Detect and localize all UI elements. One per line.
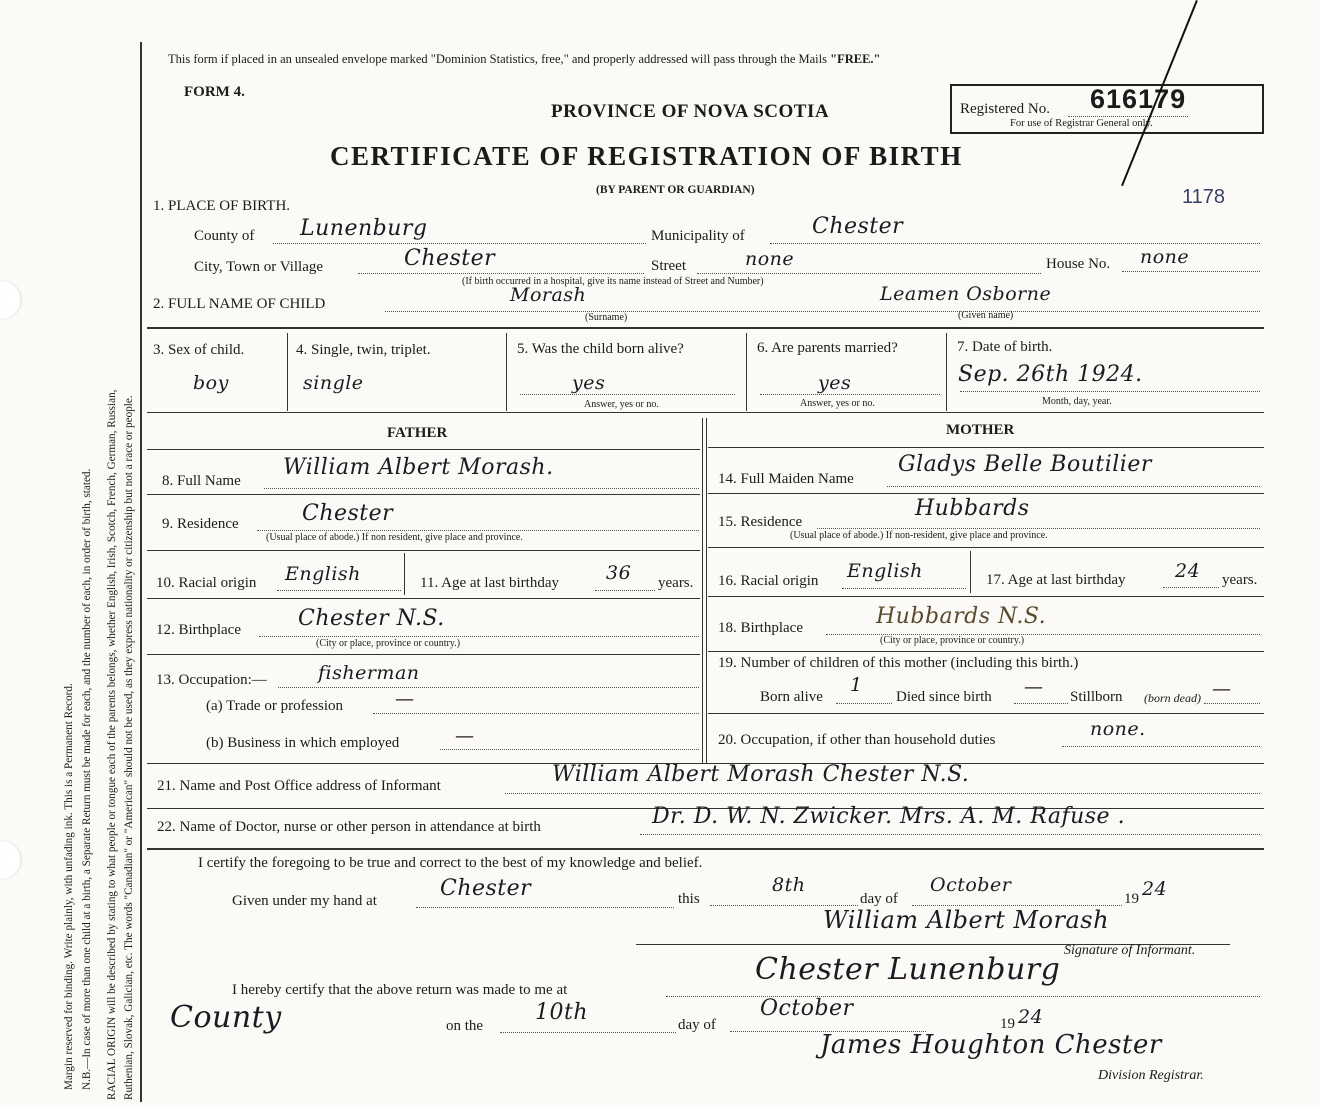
father-trade-value: — [395, 688, 415, 710]
doctor-value: Dr. D. W. N. Zwicker. Mrs. A. M. Rafuse . [652, 804, 1126, 829]
mother-heading: MOTHER [946, 422, 1015, 438]
given-year-prefix: 19 [1124, 891, 1139, 907]
father-race-label: 10. Racial origin [156, 575, 257, 591]
mother-occupation-value: none. [1090, 718, 1146, 740]
row-rule-top [147, 327, 1264, 329]
corner-number: 1178 [1182, 186, 1226, 208]
given-place-value: Chester [440, 876, 532, 901]
mother-occupation-label: 20. Occupation, if other than household duties [718, 732, 996, 748]
mother-residence-caption: (Usual place of abode.) If non-resident, give place and province. [790, 530, 1048, 541]
certification-statement: I certify the foregoing to be true and correct to the best of my knowledge and belief. [198, 855, 703, 871]
registrar-year-prefix: 19 [1000, 1016, 1015, 1032]
informant-signature-caption: Signature of Informant. [1064, 943, 1196, 958]
city-label: City, Town or Village [194, 259, 324, 275]
given-name-caption: (Given name) [958, 310, 1014, 321]
born-alive-count: 1 [850, 674, 863, 696]
house-number-label: House No. [1046, 256, 1111, 272]
given-day-of-label: day of [860, 891, 898, 907]
registrar-on-the-label: on the [446, 1018, 484, 1034]
certificate-title: CERTIFICATE OF REGISTRATION OF BIRTH [330, 141, 963, 171]
registered-label: Registered No. [960, 101, 1050, 117]
mother-race-label: 16. Racial origin [718, 573, 819, 589]
father-race-value: English [285, 563, 361, 585]
certificate-subtitle: (BY PARENT OR GUARDIAN) [596, 184, 755, 196]
date-of-birth-label: 7. Date of birth. [957, 339, 1053, 355]
margin-note-racial-origin: RACIAL ORIGIN will be described by stating to what people or tongue each of the parents belongs, whether English, Irish, Scotch, French, German, Russian, [106, 389, 118, 1100]
registered-number: 616179 [1090, 84, 1187, 114]
informant-signature: William Albert Morash [823, 906, 1110, 934]
father-residence-label: 9. Residence [162, 516, 239, 532]
child-given-name-value: Leamen Osborne [880, 283, 1052, 305]
stillborn-note: (born dead) [1144, 691, 1201, 705]
died-since-birth-count: — [1024, 676, 1044, 698]
form-number: FORM 4. [184, 84, 245, 100]
mother-birthplace-caption: (City or place, province or country.) [880, 635, 1025, 646]
margin-note-nationality: Ruthenian, Slovak, Galician, etc. The words "Canadian" or "American" should not be used, as they express nationality or citizenship but not a race or people. [123, 395, 135, 1100]
father-occupation-label: 13. Occupation:— [156, 672, 267, 688]
father-birthplace-caption: (City or place, province or country.) [316, 638, 461, 649]
registrar-year-value: 24 [1018, 1006, 1044, 1028]
sex-label: 3. Sex of child. [153, 342, 245, 358]
mother-residence-value: Hubbards [915, 496, 1030, 521]
date-of-birth-caption: Month, day, year. [1042, 396, 1112, 407]
born-alive-caption: Answer, yes or no. [584, 399, 659, 410]
plurality-value: single [303, 372, 364, 394]
stillborn-count: — [1212, 678, 1232, 700]
date-of-birth-value: Sep. 26th 1924. [958, 362, 1143, 387]
house-number-value: none [1140, 246, 1190, 268]
county-label: County of [194, 228, 255, 244]
born-alive-answer: yes [572, 372, 606, 394]
mother-age-value: 24 [1175, 560, 1201, 582]
registrar-statement: I hereby certify that the above return was made to me at [232, 982, 568, 998]
mother-name-label: 14. Full Maiden Name [718, 471, 854, 487]
father-name-value: William Albert Morash. [283, 455, 554, 480]
registrar-signature: James Houghton Chester [820, 1030, 1162, 1060]
street-label: Street [651, 258, 686, 274]
father-birthplace-value: Chester N.S. [298, 606, 445, 631]
father-business-value: — [455, 725, 475, 747]
free-label: "FREE." [830, 52, 881, 66]
mother-name-value: Gladys Belle Boutilier [898, 452, 1152, 477]
father-name-label: 8. Full Name [162, 473, 241, 489]
this-label: this [678, 891, 700, 907]
informant-value: William Albert Morash Chester N.S. [552, 762, 970, 787]
mother-age-label: 17. Age at last birthday [986, 572, 1126, 588]
registrar-county-value: County [170, 1000, 282, 1035]
surname-caption: (Surname) [585, 312, 628, 323]
parents-married-answer: yes [818, 372, 852, 394]
given-month-value: October [930, 874, 1012, 896]
given-under-hand-label: Given under my hand at [232, 893, 377, 909]
binding-hole-top [0, 280, 22, 320]
registrar-day-value: 10th [535, 1000, 589, 1025]
child-name-label: 2. FULL NAME OF CHILD [153, 296, 326, 312]
plurality-label: 4. Single, twin, triplet. [296, 342, 431, 358]
given-day-value: 8th [772, 874, 806, 896]
child-surname-value: Morash [510, 284, 587, 306]
informant-label: 21. Name and Post Office address of Informant [157, 778, 441, 794]
margin-note-binding: Margin reserved for binding. Write plainly, with unfading ink. This is a Permanent Record. [63, 683, 75, 1090]
binding-hole-bottom [0, 840, 22, 880]
mail-notice: This form if placed in an unsealed envelope marked "Dominion Statistics, free," and properly addressed will pass through the Mails "FREE." [168, 52, 881, 66]
born-alive-label: Born alive [760, 689, 823, 705]
place-of-birth-heading: 1. PLACE OF BIRTH. [153, 198, 291, 214]
municipality-value: Chester [812, 214, 904, 239]
mother-residence-label: 15. Residence [718, 514, 803, 530]
given-year-value: 24 [1142, 878, 1168, 900]
mother-birthplace-value: Hubbards N.S. [876, 604, 1047, 629]
father-occupation-value: fisherman [318, 662, 420, 684]
father-trade-label: (a) Trade or profession [206, 698, 344, 714]
father-residence-caption: (Usual place of abode.) If non resident, give place and province. [266, 532, 523, 543]
municipality-label: Municipality of [651, 228, 745, 244]
born-alive-question-label: 5. Was the child born alive? [517, 341, 684, 357]
mother-children-label: 19. Number of children of this mother (including this birth.) [718, 655, 1079, 671]
parents-married-caption: Answer, yes or no. [800, 398, 875, 409]
registrar-day-of-label: day of [678, 1017, 716, 1033]
margin-rule [140, 42, 142, 1102]
father-age-value: 36 [606, 562, 632, 584]
parents-married-label: 6. Are parents married? [757, 340, 898, 356]
registrar-month-value: October [760, 996, 854, 1021]
father-business-label: (b) Business in which employed [206, 735, 400, 751]
street-note: (If birth occurred in a hospital, give its name instead of Street and Number) [462, 276, 764, 287]
mother-birthplace-label: 18. Birthplace [718, 620, 803, 636]
province-heading: PROVINCE OF NOVA SCOTIA [551, 101, 830, 122]
father-residence-value: Chester [302, 501, 394, 526]
city-value: Chester [404, 246, 496, 271]
mother-age-unit: years. [1222, 572, 1258, 588]
stillborn-label: Stillborn [1070, 689, 1123, 705]
parents-divider [702, 418, 703, 763]
registrar-place-value: Chester Lunenburg [755, 952, 1061, 987]
street-value: none [745, 248, 795, 270]
father-birthplace-label: 12. Birthplace [156, 622, 241, 638]
margin-note-multiple-births: N.B.—In case of more than one child at a birth, a Separate Return must be made for each, and the number of each, in order of birth, stated. [81, 468, 93, 1090]
registrar-signature-caption: Division Registrar. [1098, 1068, 1204, 1083]
father-heading: FATHER [387, 425, 448, 441]
registrar-general-note: For use of Registrar General only. [1010, 118, 1153, 129]
county-value: Lunenburg [300, 216, 428, 241]
father-age-label: 11. Age at last birthday [420, 575, 559, 591]
mother-race-value: English [847, 560, 923, 582]
doctor-label: 22. Name of Doctor, nurse or other person in attendance at birth [157, 819, 541, 835]
father-age-unit: years. [658, 575, 694, 591]
sex-value: boy [193, 372, 229, 394]
died-since-birth-label: Died since birth [896, 689, 992, 705]
